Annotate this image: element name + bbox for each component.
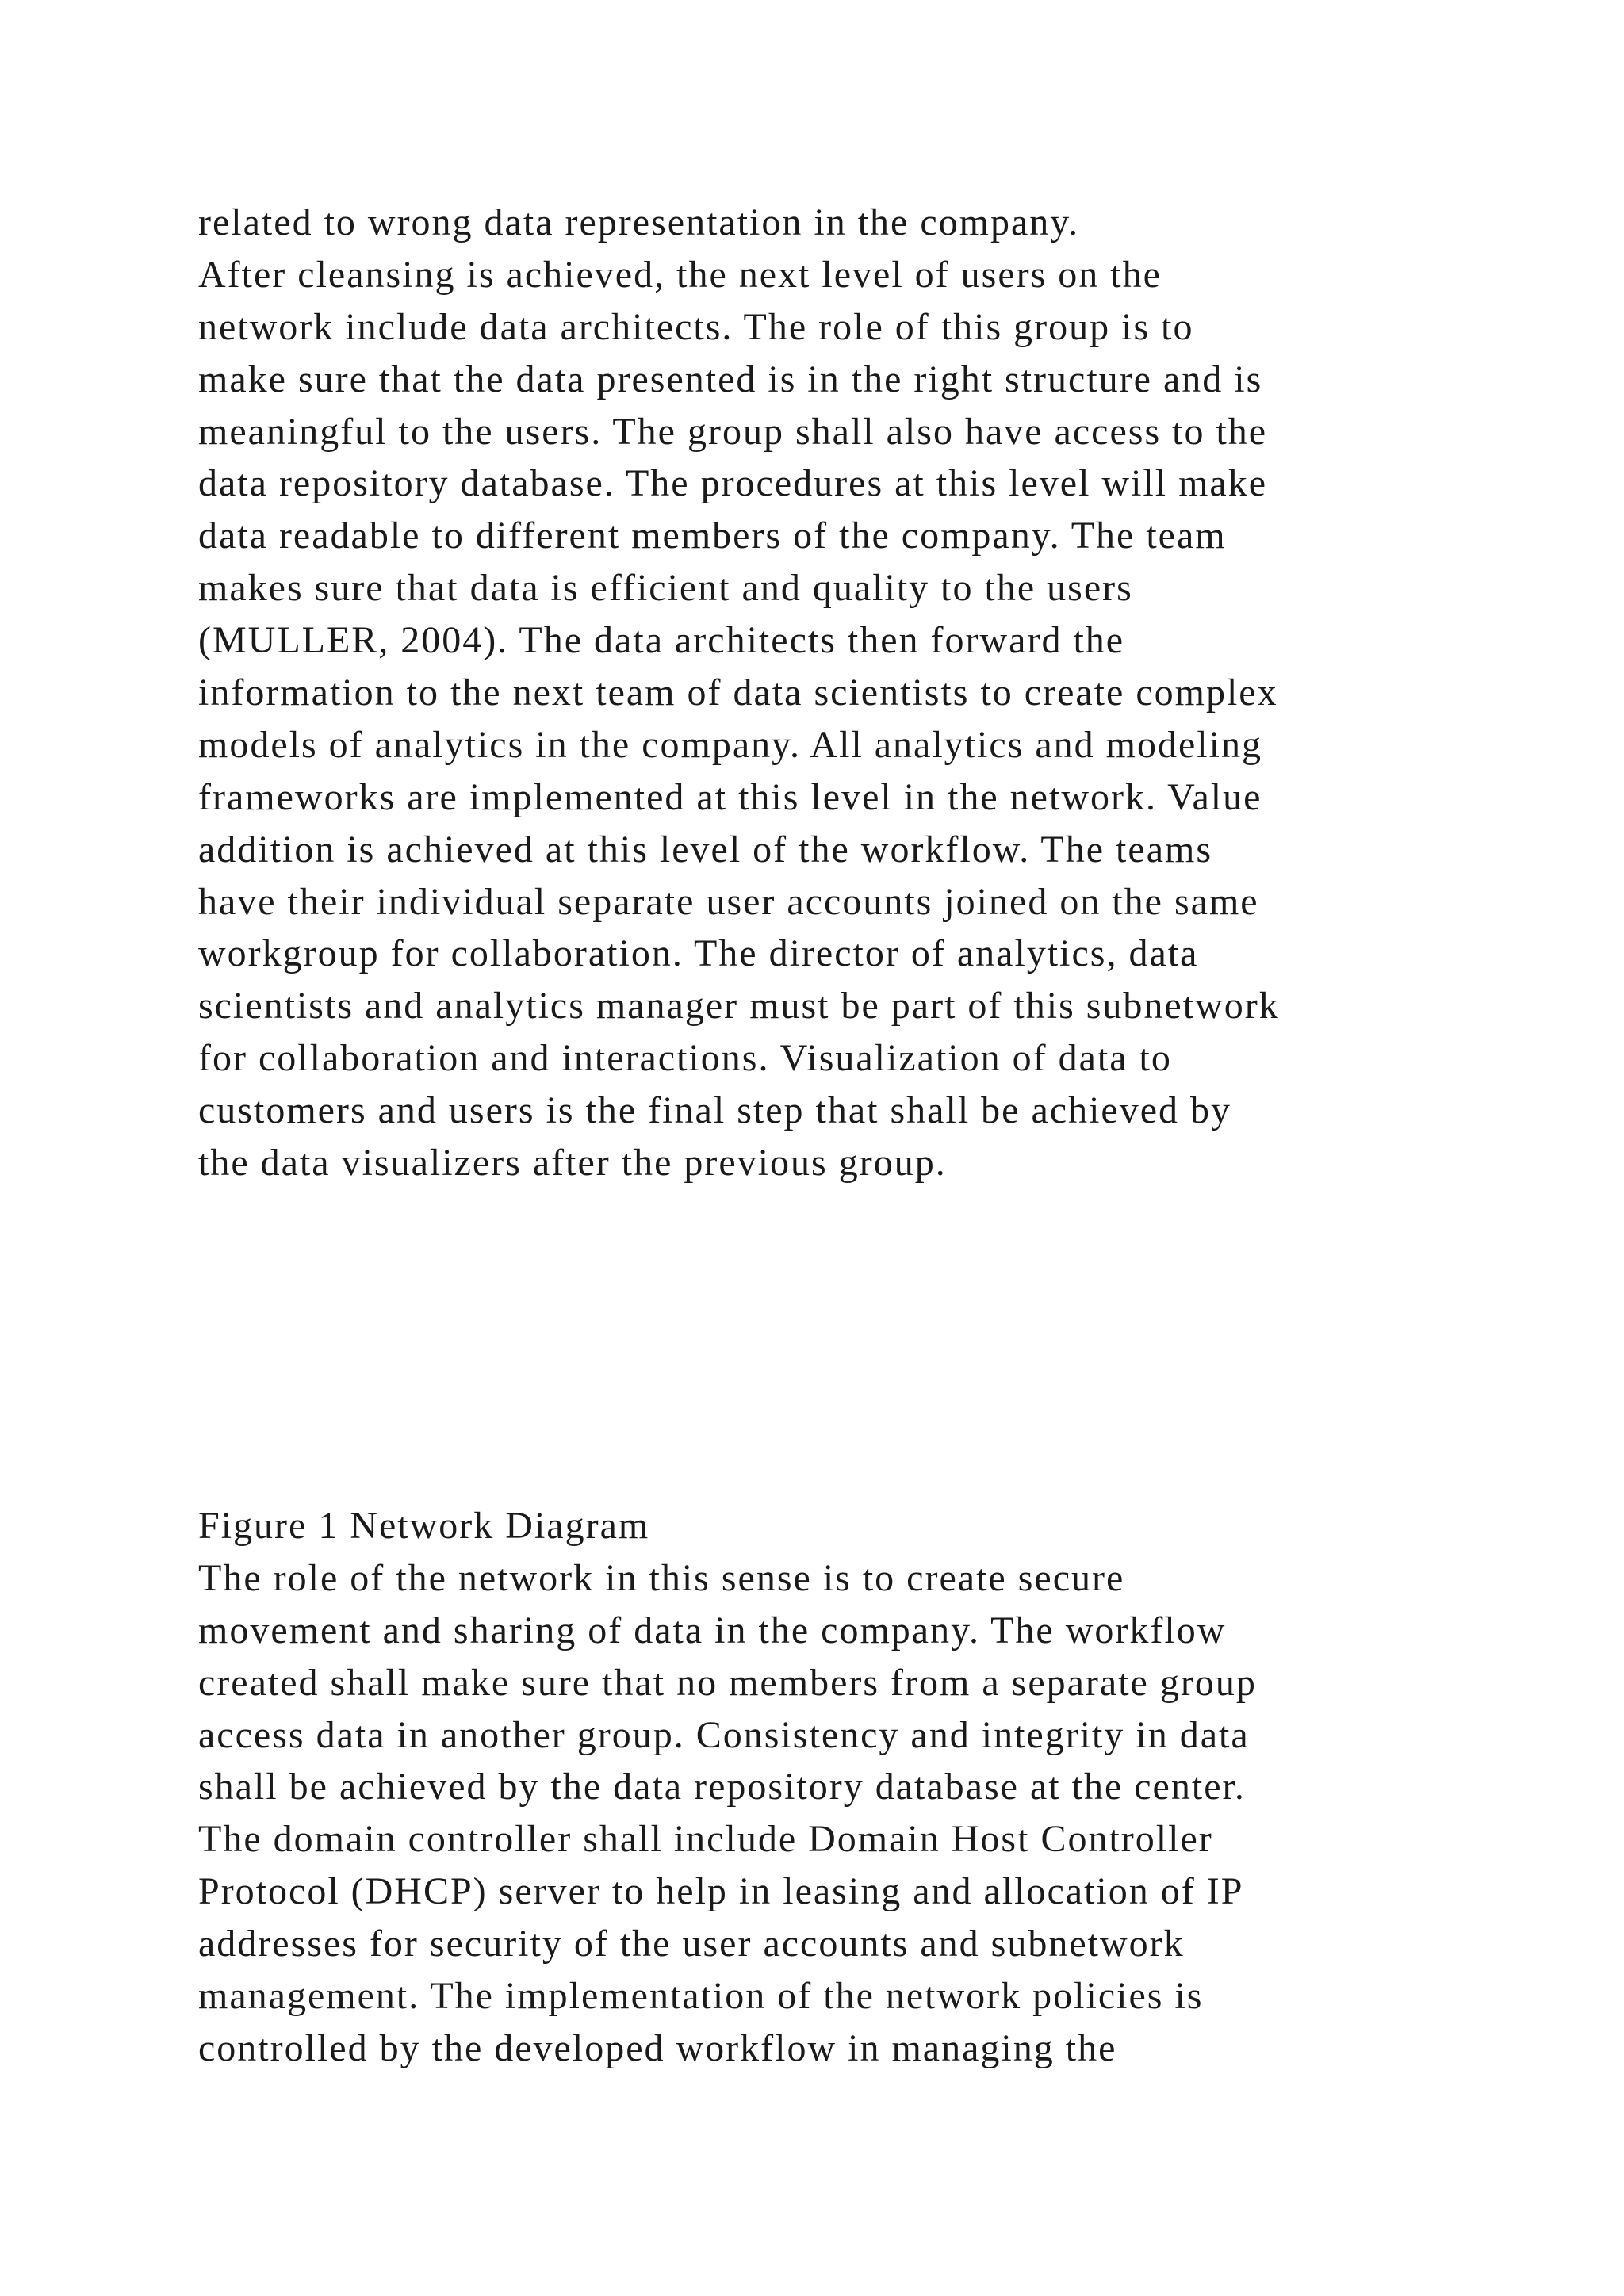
text-line: related to wrong data representation in the company. bbox=[198, 201, 1080, 243]
text-line: makes sure that data is efficient and quality to the users bbox=[198, 567, 1133, 610]
text-line: make sure that the data presented is in the right structure and is bbox=[198, 358, 1263, 400]
text-line: created shall make sure that no members from a separate group bbox=[198, 1661, 1257, 1704]
body-paragraph-bottom bbox=[198, 1500, 1499, 2075]
text-line: management. The implementation of the network policies is bbox=[198, 1975, 1204, 2018]
text-line: workgroup for collaboration. The director of analytics, data bbox=[198, 932, 1199, 975]
text-line: movement and sharing of data in the company. The workflow bbox=[198, 1609, 1227, 1651]
text-line: scientists and analytics manager must be part of this subnetwork bbox=[198, 985, 1280, 1027]
text-line: data readable to different members of the company. The team bbox=[198, 515, 1227, 557]
text-line: addition is achieved at this level of the workflow. The teams bbox=[198, 828, 1213, 871]
text-line: (MULLER, 2004). The data architects then forward the bbox=[198, 619, 1125, 662]
text-line: data repository database. The procedures at this level will make bbox=[198, 462, 1268, 505]
text-line: shall be achieved by the data repository database at the center. bbox=[198, 1766, 1246, 1808]
text-line: meaningful to the users. The group shall also have access to the bbox=[198, 410, 1268, 453]
body-paragraph-top bbox=[198, 197, 1499, 1189]
text-line: The domain controller shall include Domain Host Controller bbox=[198, 1818, 1213, 1861]
text-line: customers and users is the final step that shall be achieved by bbox=[198, 1089, 1232, 1132]
text-line: After cleansing is achieved, the next level of users on the bbox=[198, 253, 1162, 296]
text-line: have their individual separate user accounts joined on the same bbox=[198, 880, 1259, 923]
text-line: Protocol (DHCP) server to help in leasing and allocation of IP bbox=[198, 1870, 1244, 1913]
text-line: network include data architects. The role of this group is to bbox=[198, 305, 1194, 348]
text-line: controlled by the developed workflow in managing the bbox=[198, 2026, 1117, 2069]
text-line: for collaboration and interactions. Visualization of data to bbox=[198, 1037, 1172, 1080]
text-line: the data visualizers after the previous group. bbox=[198, 1142, 947, 1184]
text-line: models of analytics in the company. All analytics and modeling bbox=[198, 723, 1262, 766]
figure-caption: Figure 1 Network Diagram bbox=[198, 1505, 650, 1547]
text-line: The role of the network in this sense is to create secure bbox=[198, 1556, 1125, 1599]
text-line: access data in another group. Consistency and integrity in data bbox=[198, 1713, 1250, 1756]
text-line: addresses for security of the user accounts and subnetwork bbox=[198, 1923, 1185, 1965]
text-line: frameworks are implemented at this level in the network. Value bbox=[198, 775, 1262, 818]
text-line: information to the next team of data scientists to create complex bbox=[198, 672, 1278, 714]
